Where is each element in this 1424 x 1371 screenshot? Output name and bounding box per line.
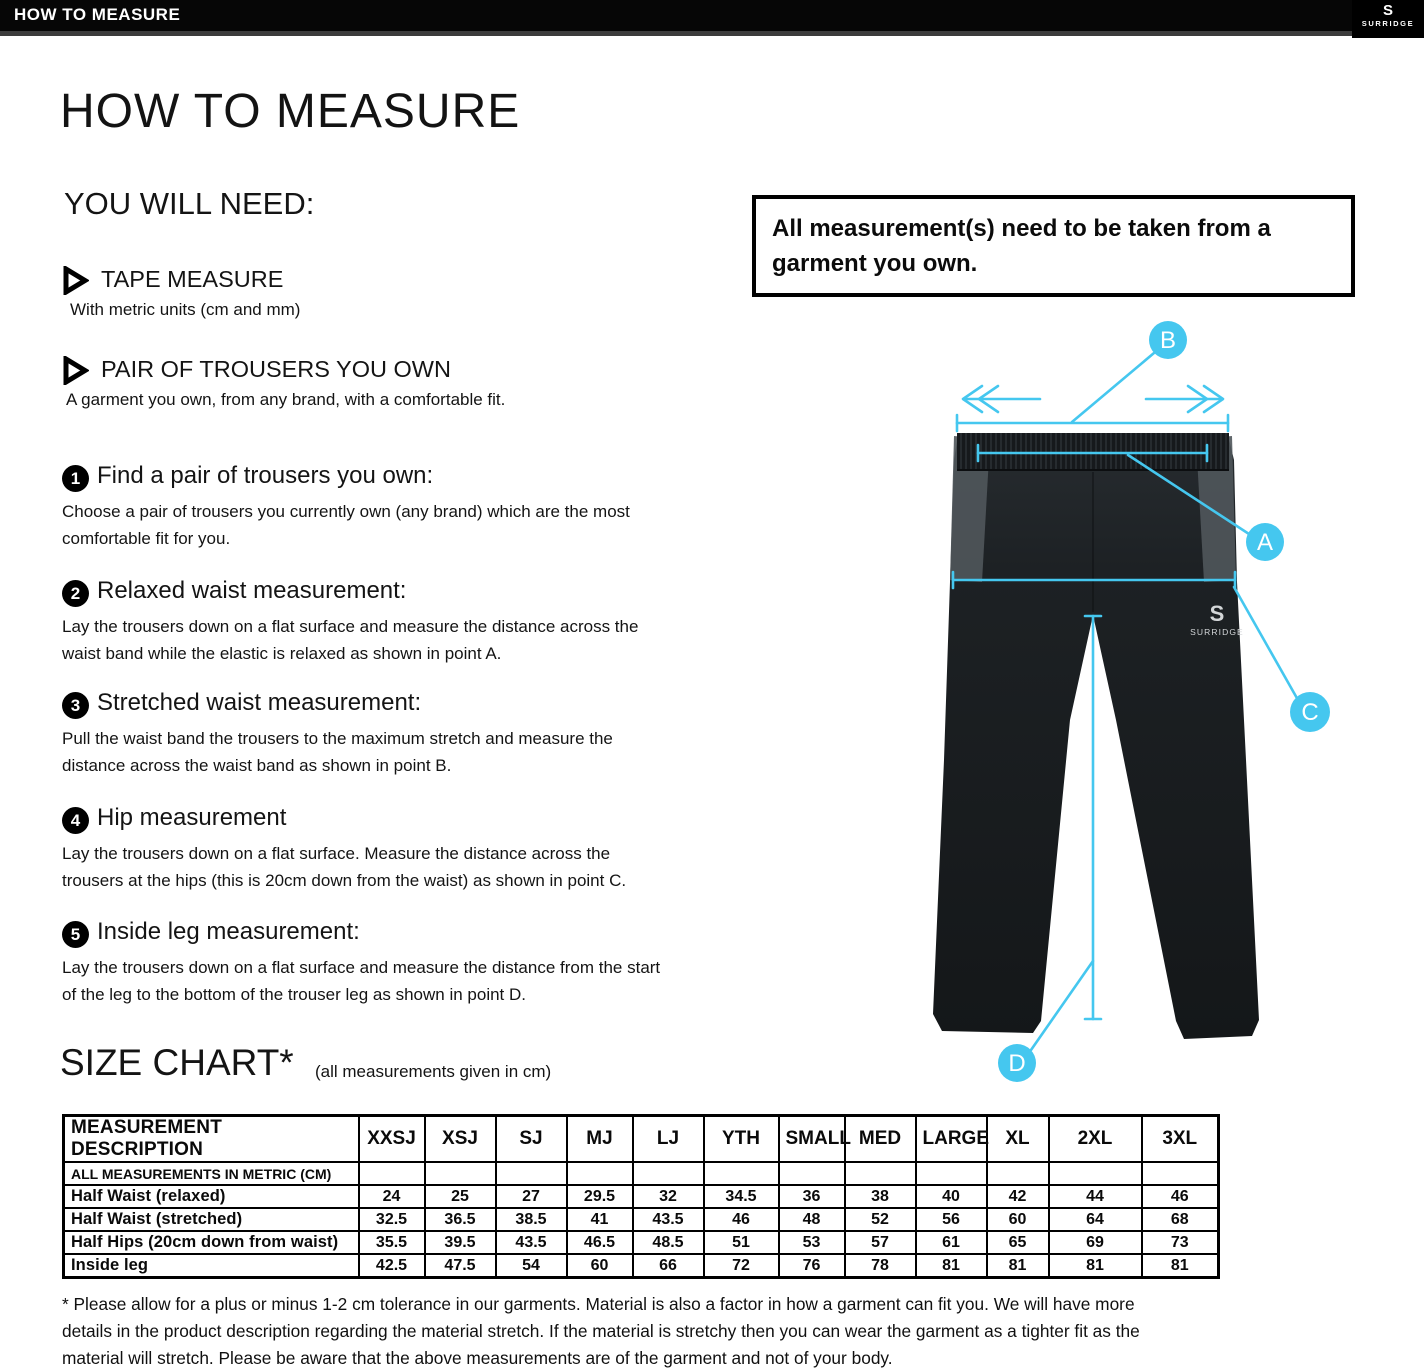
size-value: 60 bbox=[987, 1208, 1049, 1231]
empty-cell bbox=[916, 1162, 987, 1185]
size-value: 39.5 bbox=[425, 1231, 496, 1254]
empty-cell bbox=[1049, 1162, 1142, 1185]
surridge-logo bbox=[1352, 0, 1424, 38]
size-value: 44 bbox=[1049, 1185, 1142, 1208]
size-value: 60 bbox=[567, 1254, 633, 1278]
size-value: 81 bbox=[1142, 1254, 1219, 1278]
row-label: Half Hips (20cm down from waist) bbox=[64, 1231, 359, 1254]
row-label: Half Waist (stretched) bbox=[64, 1208, 359, 1231]
size-value: 25 bbox=[425, 1185, 496, 1208]
empty-cell bbox=[359, 1162, 425, 1185]
svg-text:B: B bbox=[1159, 327, 1177, 354]
page-title: HOW TO MEASURE bbox=[60, 85, 521, 138]
size-value: 35.5 bbox=[359, 1231, 425, 1254]
column-header-size: LARGE bbox=[916, 1116, 987, 1163]
triangle-bullet-icon bbox=[62, 356, 89, 385]
size-chart-row bbox=[64, 1208, 1219, 1231]
svg-text:A: A bbox=[1256, 529, 1274, 556]
size-value: 81 bbox=[1049, 1254, 1142, 1278]
step-title: Find a pair of trousers you own: bbox=[97, 462, 434, 489]
need-item-label: TAPE MEASURE bbox=[101, 266, 284, 292]
size-value: 43.5 bbox=[496, 1231, 567, 1254]
column-header-size: YTH bbox=[704, 1116, 779, 1163]
empty-cell bbox=[567, 1162, 633, 1185]
column-header-size: SMALL bbox=[779, 1116, 845, 1163]
marker-b bbox=[1149, 321, 1187, 359]
svg-text:C: C bbox=[1301, 699, 1319, 726]
size-chart-row bbox=[64, 1185, 1219, 1208]
size-value: 36 bbox=[779, 1185, 845, 1208]
empty-cell bbox=[845, 1162, 916, 1185]
trousers-brand-s-icon: S bbox=[1209, 601, 1225, 626]
size-value: 65 bbox=[987, 1231, 1049, 1254]
size-value: 56 bbox=[916, 1208, 987, 1231]
need-item-sub: With metric units (cm and mm) bbox=[70, 300, 301, 319]
size-value: 78 bbox=[845, 1254, 916, 1278]
size-value: 34.5 bbox=[704, 1185, 779, 1208]
step-description: Lay the trousers down on a flat surface and measure the distance from the start of the leg to the bottom of the trouser leg as shown in point D. bbox=[62, 958, 661, 1004]
metric-note-row bbox=[64, 1162, 1219, 1185]
size-value: 42 bbox=[987, 1185, 1049, 1208]
size-value: 43.5 bbox=[633, 1208, 704, 1231]
trousers-illustration bbox=[933, 433, 1259, 1039]
trousers-brand-text: SURRIDGE bbox=[1190, 627, 1244, 637]
metric-note: ALL MEASUREMENTS IN METRIC (CM) bbox=[64, 1162, 359, 1185]
top-bar-divider bbox=[0, 31, 1424, 36]
size-value: 51 bbox=[704, 1231, 779, 1254]
size-value: 53 bbox=[779, 1231, 845, 1254]
need-item-sub: A garment you own, from any brand, with a comfortable fit. bbox=[66, 390, 506, 409]
size-value: 57 bbox=[845, 1231, 916, 1254]
top-bar bbox=[0, 0, 1424, 31]
size-chart-table bbox=[62, 1114, 1220, 1279]
step-title: Relaxed waist measurement: bbox=[97, 577, 407, 604]
stretch-arrows-icon bbox=[963, 386, 1223, 412]
empty-cell bbox=[496, 1162, 567, 1185]
column-header-size: XL bbox=[987, 1116, 1049, 1163]
step-description: Lay the trousers down on a flat surface. Measure the distance across the trousers at the hips (this is 20cm down from the waist) as shown in point C. bbox=[62, 844, 627, 890]
step-description: Choose a pair of trousers you currently own (any brand) which are the most comfortable fit for you. bbox=[62, 502, 630, 548]
size-value: 38 bbox=[845, 1185, 916, 1208]
size-value: 46 bbox=[1142, 1185, 1219, 1208]
size-value: 68 bbox=[1142, 1208, 1219, 1231]
size-value: 46 bbox=[704, 1208, 779, 1231]
footnote-text: * Please allow for a plus or minus 1-2 cm tolerance in our garments. Material is also a factor in how a garment can fit you. We will have more details in the product description regarding the material stretch. If the material is stretchy then you can wear the garment as a tighter fit as the material will stretch. Please be aware that the above measurements are of the garment and not of your body. bbox=[62, 1294, 1140, 1368]
size-value: 52 bbox=[845, 1208, 916, 1231]
size-value: 40 bbox=[916, 1185, 987, 1208]
surridge-logo-text: SURRIDGE bbox=[1361, 19, 1415, 28]
top-bar-title: HOW TO MEASURE bbox=[14, 5, 181, 24]
size-value: 32 bbox=[633, 1185, 704, 1208]
size-value: 42.5 bbox=[359, 1254, 425, 1278]
surridge-s-icon: S bbox=[1382, 2, 1393, 19]
column-header-size: 3XL bbox=[1142, 1116, 1219, 1163]
size-value: 64 bbox=[1049, 1208, 1142, 1231]
callout-box bbox=[752, 195, 1355, 297]
marker-d bbox=[998, 1044, 1036, 1082]
waistband bbox=[957, 433, 1229, 470]
row-label: Inside leg bbox=[64, 1254, 359, 1278]
empty-cell bbox=[704, 1162, 779, 1185]
measure-line-b bbox=[957, 353, 1228, 431]
size-value: 72 bbox=[704, 1254, 779, 1278]
size-value: 76 bbox=[779, 1254, 845, 1278]
size-value: 24 bbox=[359, 1185, 425, 1208]
size-value: 48 bbox=[779, 1208, 845, 1231]
step-title: Hip measurement bbox=[97, 804, 287, 831]
step-number-badge: 5 bbox=[62, 921, 89, 948]
column-header-size: XXSJ bbox=[359, 1116, 425, 1163]
column-header-size: 2XL bbox=[1049, 1116, 1142, 1163]
svg-text:D: D bbox=[1008, 1050, 1026, 1077]
size-value: 54 bbox=[496, 1254, 567, 1278]
triangle-bullet-icon bbox=[62, 266, 89, 295]
size-chart-row bbox=[64, 1254, 1219, 1278]
size-value: 81 bbox=[987, 1254, 1049, 1278]
column-header-description: MEASUREMENT DESCRIPTION bbox=[64, 1116, 359, 1163]
step-title: Inside leg measurement: bbox=[97, 918, 360, 945]
trousers-diagram bbox=[900, 320, 1340, 1090]
size-value: 61 bbox=[916, 1231, 987, 1254]
step-description: Lay the trousers down on a flat surface and measure the distance across the waist band while the elastic is relaxed as shown in point A. bbox=[62, 617, 639, 663]
size-chart-header-row bbox=[64, 1116, 1219, 1163]
empty-cell bbox=[1142, 1162, 1219, 1185]
empty-cell bbox=[779, 1162, 845, 1185]
step-number-badge: 4 bbox=[62, 807, 89, 834]
size-chart-heading: SIZE CHART* bbox=[60, 1042, 294, 1083]
size-value: 41 bbox=[567, 1208, 633, 1231]
empty-cell bbox=[987, 1162, 1049, 1185]
size-chart-row bbox=[64, 1231, 1219, 1254]
size-value: 29.5 bbox=[567, 1185, 633, 1208]
step-description: Pull the waist band the trousers to the maximum stretch and measure the distance across the waist band as shown in point B. bbox=[62, 729, 613, 775]
size-value: 46.5 bbox=[567, 1231, 633, 1254]
column-header-size: MED bbox=[845, 1116, 916, 1163]
empty-cell bbox=[425, 1162, 496, 1185]
step-number-badge: 2 bbox=[62, 580, 89, 607]
column-header-size: MJ bbox=[567, 1116, 633, 1163]
column-header-size: XSJ bbox=[425, 1116, 496, 1163]
need-item-label: PAIR OF TROUSERS YOU OWN bbox=[101, 356, 451, 382]
callout-text: All measurement(s) need to be taken from a garment you own. bbox=[772, 215, 1271, 277]
size-chart-subtitle: (all measurements given in cm) bbox=[315, 1062, 552, 1081]
size-value: 81 bbox=[916, 1254, 987, 1278]
size-value: 47.5 bbox=[425, 1254, 496, 1278]
size-value: 27 bbox=[496, 1185, 567, 1208]
size-value: 32.5 bbox=[359, 1208, 425, 1231]
size-value: 69 bbox=[1049, 1231, 1142, 1254]
empty-cell bbox=[633, 1162, 704, 1185]
step-number-badge: 3 bbox=[62, 692, 89, 719]
marker-a bbox=[1246, 523, 1284, 561]
step-title: Stretched waist measurement: bbox=[97, 689, 422, 716]
column-header-size: LJ bbox=[633, 1116, 704, 1163]
size-value: 66 bbox=[633, 1254, 704, 1278]
row-label: Half Waist (relaxed) bbox=[64, 1185, 359, 1208]
step-number-badge: 1 bbox=[62, 465, 89, 492]
size-value: 36.5 bbox=[425, 1208, 496, 1231]
size-value: 73 bbox=[1142, 1231, 1219, 1254]
size-value: 38.5 bbox=[496, 1208, 567, 1231]
column-header-size: SJ bbox=[496, 1116, 567, 1163]
size-value: 48.5 bbox=[633, 1231, 704, 1254]
you-will-need-heading: YOU WILL NEED: bbox=[64, 186, 315, 221]
marker-c bbox=[1290, 692, 1330, 732]
